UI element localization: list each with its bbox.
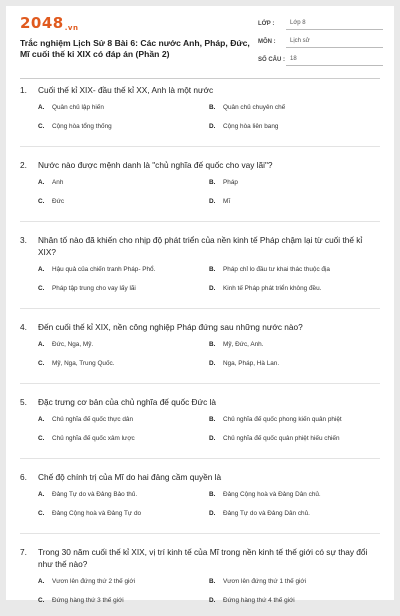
question-item xyxy=(6,546,394,616)
option-letter: A. xyxy=(38,341,45,348)
option-letter: C. xyxy=(38,123,45,130)
option-text: Nga, Pháp, Hà Lan. xyxy=(223,360,280,367)
site-logo[interactable] xyxy=(20,14,78,32)
answer-option[interactable] xyxy=(38,266,209,285)
answer-option[interactable] xyxy=(209,341,380,360)
option-text: Vươn lên đứng thứ 1 thế giới xyxy=(223,578,307,585)
option-text: Chủ nghĩa đế quốc thực dân xyxy=(52,416,134,423)
option-letter: A. xyxy=(38,491,45,498)
option-letter: C. xyxy=(38,435,45,442)
question-number: 3. xyxy=(20,235,27,245)
question-item xyxy=(6,234,394,304)
option-letter: B. xyxy=(209,341,216,348)
question-divider xyxy=(20,146,380,147)
answer-option[interactable] xyxy=(38,341,209,360)
meta-row-subject xyxy=(258,34,383,49)
question-number: 7. xyxy=(20,547,27,557)
answer-options xyxy=(20,341,380,379)
answer-option[interactable] xyxy=(209,123,380,142)
option-text: Quân chủ lập hiến xyxy=(52,104,104,111)
option-letter: A. xyxy=(38,104,45,111)
answer-option[interactable] xyxy=(38,597,209,616)
option-text: Chủ nghĩa đế quốc xâm lược xyxy=(52,435,135,442)
option-letter: D. xyxy=(209,435,216,442)
option-letter: C. xyxy=(38,597,45,604)
logo-suffix: .vn xyxy=(64,24,79,32)
page-title: Trắc nghiệm Lịch Sử 8 Bài 6: Các nước Anh, Pháp, Đức, Mĩ cuối thế kỉ XIX có đáp án (Phần 2) xyxy=(20,38,250,59)
answer-option[interactable] xyxy=(209,198,380,217)
option-text: Pháp xyxy=(223,179,238,186)
question-stem xyxy=(20,159,380,171)
answer-option[interactable] xyxy=(209,491,380,510)
answer-options xyxy=(20,491,380,529)
option-text: Pháp chỉ lo đầu tư khai thác thuộc địa xyxy=(223,266,330,273)
option-text: Anh xyxy=(52,179,64,186)
option-letter: B. xyxy=(209,266,216,273)
option-text: Đức, Nga, Mỹ. xyxy=(52,341,94,348)
option-text: Vươn lên đứng thứ 2 thế giới xyxy=(52,578,136,585)
option-letter: A. xyxy=(38,179,45,186)
option-letter: A. xyxy=(38,416,45,423)
logo-main: 2048 xyxy=(20,14,64,32)
option-text: Mỹ, Đức, Anh. xyxy=(223,341,264,348)
question-item xyxy=(6,471,394,529)
question-item xyxy=(6,84,394,142)
option-text: Quân chủ chuyên chế xyxy=(223,104,286,111)
option-letter: C. xyxy=(38,510,45,517)
answer-option[interactable] xyxy=(38,198,209,217)
meta-key: MÔN : xyxy=(258,38,276,45)
option-letter: D. xyxy=(209,198,216,205)
option-letter: B. xyxy=(209,179,216,186)
answer-option[interactable] xyxy=(38,435,209,454)
option-letter: B. xyxy=(209,104,216,111)
option-letter: D. xyxy=(209,360,216,367)
answer-option[interactable] xyxy=(38,510,209,529)
option-letter: D. xyxy=(209,597,216,604)
question-stem xyxy=(20,546,380,570)
question-item xyxy=(6,396,394,454)
meta-value: 18 xyxy=(286,53,383,66)
question-text: Chế độ chính trị của Mĩ do hai đảng cầm quyền là xyxy=(38,472,222,482)
option-letter: C. xyxy=(38,360,45,367)
answer-option[interactable] xyxy=(38,179,209,198)
meta-row-count xyxy=(258,52,383,67)
answer-options xyxy=(20,266,380,304)
answer-option[interactable] xyxy=(209,510,380,529)
question-text: Cuối thế kỉ XIX- đầu thế kỉ XX, Anh là một nước xyxy=(38,85,214,95)
option-letter: D. xyxy=(209,123,216,130)
option-text: Đảng Cộng hoà và Đảng Dân chủ. xyxy=(223,491,321,498)
meta-key: SỐ CÂU : xyxy=(258,56,285,63)
question-stem xyxy=(20,471,380,483)
option-text: Cộng hòa tổng thống xyxy=(52,123,112,130)
answer-option[interactable] xyxy=(209,104,380,123)
option-text: Mĩ xyxy=(223,198,231,205)
option-text: Kinh tế Pháp phát triển không đều. xyxy=(223,285,322,292)
answer-option[interactable] xyxy=(209,597,380,616)
question-text: Đặc trưng cơ bản của chủ nghĩa đế quốc Đức là xyxy=(38,397,216,407)
answer-option[interactable] xyxy=(209,266,380,285)
worksheet-header xyxy=(6,6,394,78)
answer-option[interactable] xyxy=(38,491,209,510)
question-text: Trong 30 năm cuối thế kỉ XIX, vị trí kinh tế của Mĩ trong nền kinh tế thế giới có sự thay đổi như thế nào? xyxy=(38,547,368,569)
question-divider xyxy=(20,308,380,309)
meta-value: Lớp 8 xyxy=(286,17,383,30)
question-number: 1. xyxy=(20,85,27,95)
worksheet-page xyxy=(6,6,394,604)
question-divider xyxy=(20,383,380,384)
question-text: Nhân tố nào đã khiến cho nhịp độ phát triển của nền kinh tế Pháp chậm lại từ cuối thế kỉ XIX? xyxy=(38,235,363,257)
option-text: Đảng Cộng hoà và Đảng Tự do xyxy=(52,510,142,517)
option-letter: A. xyxy=(38,578,45,585)
meta-value: Lịch sử xyxy=(286,35,383,48)
answer-option[interactable] xyxy=(38,416,209,435)
question-stem xyxy=(20,84,380,96)
answer-options xyxy=(20,179,380,217)
option-letter: D. xyxy=(209,285,216,292)
option-text: Chủ nghĩa đế quốc phong kiến quân phiệt xyxy=(223,416,342,423)
answer-option[interactable] xyxy=(38,104,209,123)
option-letter: A. xyxy=(38,266,45,273)
option-letter: C. xyxy=(38,285,45,292)
answer-options xyxy=(20,104,380,142)
question-list xyxy=(6,84,394,616)
question-number: 2. xyxy=(20,160,27,170)
question-stem xyxy=(20,321,380,333)
question-divider xyxy=(20,221,380,222)
answer-option[interactable] xyxy=(38,285,209,304)
answer-option[interactable] xyxy=(38,123,209,142)
question-divider xyxy=(20,533,380,534)
option-text: Cộng hòa liên bang xyxy=(223,123,279,130)
header-divider xyxy=(20,78,380,79)
meta-row-class xyxy=(258,16,383,31)
question-divider xyxy=(20,458,380,459)
option-text: Chủ nghĩa đế quốc quân phiệt hiếu chiến xyxy=(223,435,340,442)
option-letter: C. xyxy=(38,198,45,205)
option-text: Đức xyxy=(52,198,65,205)
option-text: Mỹ, Nga, Trung Quốc. xyxy=(52,360,115,367)
question-number: 6. xyxy=(20,472,27,482)
meta-key: LỚP : xyxy=(258,20,275,27)
option-letter: B. xyxy=(209,578,216,585)
meta-panel xyxy=(258,16,383,70)
question-item xyxy=(6,159,394,217)
question-text: Nước nào được mệnh danh là "chủ nghĩa đế quốc cho vay lãi"? xyxy=(38,160,273,170)
answer-option[interactable] xyxy=(209,435,380,454)
option-letter: D. xyxy=(209,510,216,517)
answer-option[interactable] xyxy=(209,179,380,198)
option-letter: B. xyxy=(209,416,216,423)
answer-option[interactable] xyxy=(209,285,380,304)
option-text: Đảng Tự do và Đảng Bảo thủ. xyxy=(52,491,138,498)
answer-option[interactable] xyxy=(209,578,380,597)
option-text: Đứng hàng thứ 3 thế giới xyxy=(52,597,124,604)
answer-options xyxy=(20,578,380,616)
option-text: Đứng hàng thứ 4 thế giới xyxy=(223,597,295,604)
answer-option[interactable] xyxy=(209,416,380,435)
answer-option[interactable] xyxy=(38,578,209,597)
question-stem xyxy=(20,234,380,258)
answer-option[interactable] xyxy=(38,360,209,379)
option-letter: B. xyxy=(209,491,216,498)
question-stem xyxy=(20,396,380,408)
question-number: 4. xyxy=(20,322,27,332)
question-number: 5. xyxy=(20,397,27,407)
answer-options xyxy=(20,416,380,454)
option-text: Đảng Tự do và Đảng Dân chủ. xyxy=(223,510,310,517)
answer-option[interactable] xyxy=(209,360,380,379)
option-text: Hậu quả của chiến tranh Pháp- Phổ. xyxy=(52,266,156,273)
question-item xyxy=(6,321,394,379)
option-text: Pháp tập trung cho vay lấy lãi xyxy=(52,285,136,292)
question-text: Đến cuối thế kỉ XIX, nền công nghiệp Pháp đứng sau những nước nào? xyxy=(38,322,303,332)
